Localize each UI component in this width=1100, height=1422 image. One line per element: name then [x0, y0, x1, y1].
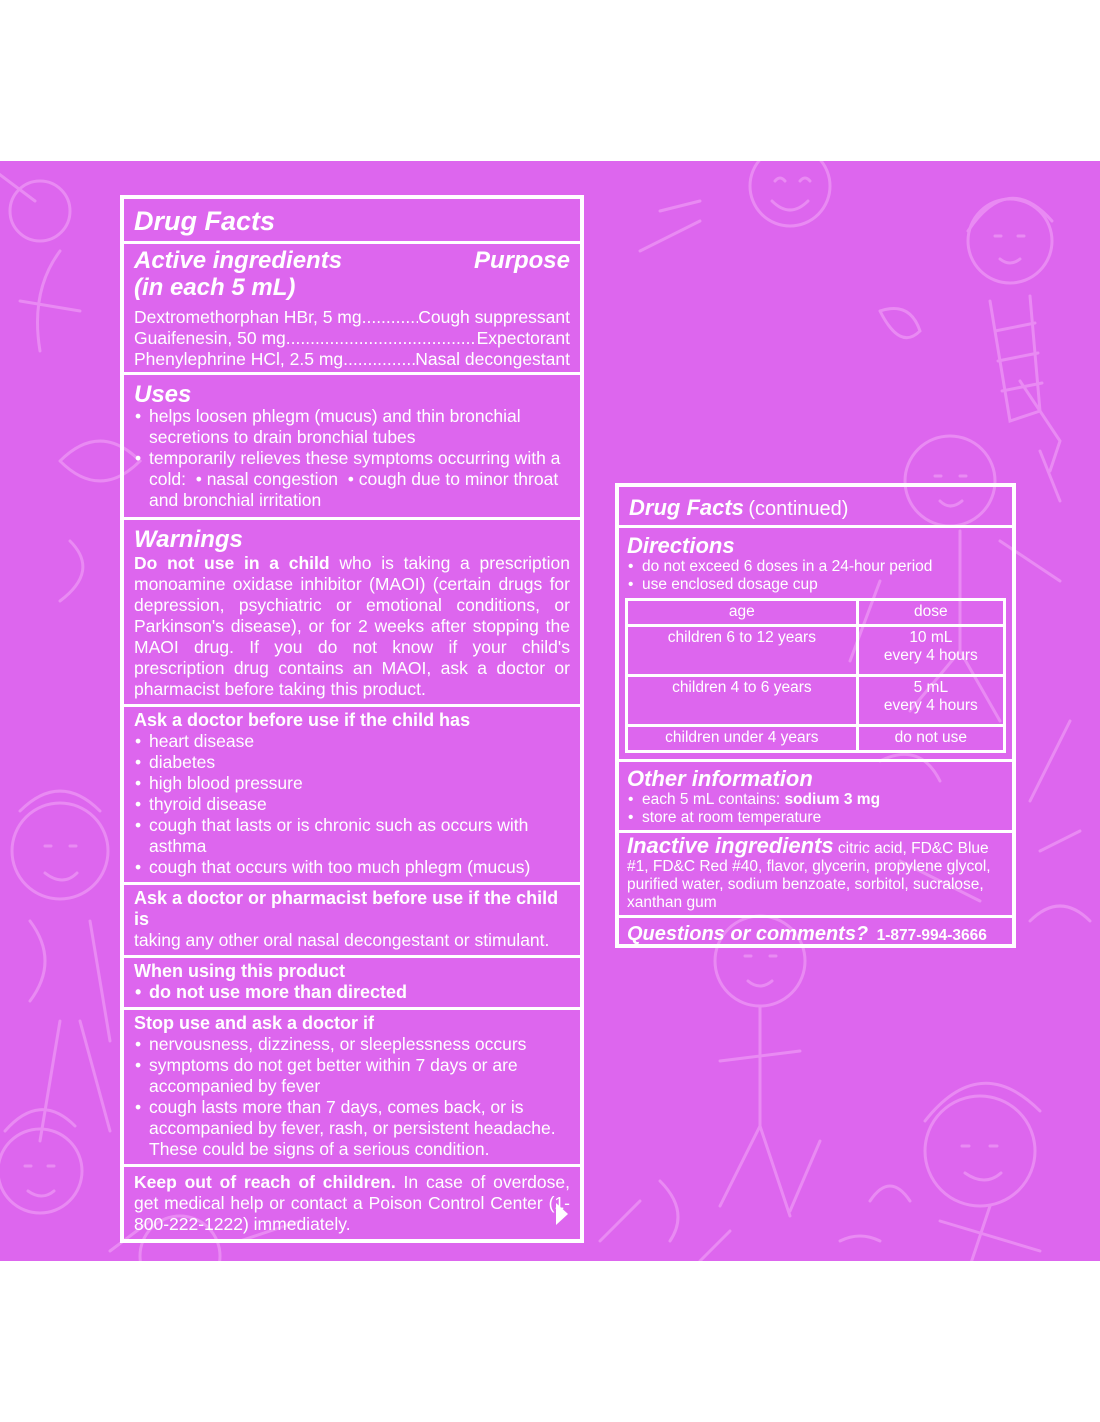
list-item: • helps loosen phlegm (mucus) and thin bronchial secretions to drain bronchial tubes	[134, 406, 570, 448]
ingredient-row: Phenylephrine HCl, 2.5 mg ..... Nasal decongestant	[134, 349, 570, 370]
table-row: children 4 to 6 years 5 mL every 4 hours	[627, 676, 1005, 726]
table-row: children 6 to 12 years 10 mL every 4 hours	[627, 626, 1005, 676]
active-ingredients-section	[124, 244, 580, 375]
keep-out-section	[124, 1167, 580, 1242]
list-item: • use enclosed dosage cup	[627, 576, 1004, 594]
directions-heading: Directions	[627, 533, 735, 558]
inactive-ingredients-text: Inactive ingredients citric acid, FD&C Blue #1, FD&C Red #40, flavor, glycerin, propylene glycol, purified water, sodium benzoate, sorbitol, sucralose, xanthan gum	[627, 833, 991, 911]
continue-arrow-icon	[556, 1203, 568, 1225]
ask-pharmacist-heading: Ask a doctor or pharmacist before use if the child is	[134, 888, 559, 929]
warnings-section	[124, 520, 580, 707]
list-item: • cough that lasts or is chronic such as occurs with asthma	[134, 815, 570, 857]
stop-use-heading: Stop use and ask a doctor if	[134, 1013, 375, 1033]
active-ingredients-heading: Active ingredients (in each 5 mL)	[134, 247, 343, 301]
ingredient-row: Dextromethorphan HBr, 5 mg ..... Cough suppressant	[134, 307, 570, 328]
table-row: children under 4 years do not use	[627, 726, 1005, 752]
drug-facts-continued-panel	[615, 483, 1016, 948]
ingredient-row: Guaifenesin, 50 mg ..... Expectorant	[134, 328, 570, 349]
keep-out-paragraph: Keep out of reach of children. In case of overdose, get medical help or contact a Poison Control Center (1-800-222-1222) immediately.	[134, 1172, 570, 1234]
list-item: • diabetes	[134, 752, 570, 773]
continued-header	[619, 487, 1012, 528]
warnings-heading: Warnings	[134, 526, 243, 553]
list-item: • symptoms do not get better within 7 days or are accompanied by fever	[134, 1055, 570, 1097]
questions-phone: 1-877-994-3666	[876, 927, 987, 944]
ask-doctor-heading: Ask a doctor before use if the child has	[134, 710, 471, 730]
list-item: • nervousness, dizziness, or sleeplessness occurs	[134, 1034, 570, 1055]
age-header: age	[627, 600, 858, 626]
continued-title: Drug Facts	[629, 495, 744, 520]
list-item: • each 5 mL contains: sodium 3 mg	[627, 791, 1004, 809]
when-using-heading: When using this product	[134, 961, 345, 981]
list-item: • high blood pressure	[134, 773, 570, 794]
list-item: • cough lasts more than 7 days, comes back, or is accompanied by fever, rash, or persistent headache. These could be signs of a serious condition.	[134, 1097, 570, 1160]
list-item: • do not exceed 6 doses in a 24-hour period	[627, 558, 1004, 576]
list-item: • do not use more than directed	[134, 982, 570, 1003]
table-header-row	[627, 600, 1005, 626]
ask-pharmacist-section	[124, 885, 580, 958]
dose-header: dose	[857, 600, 1004, 626]
other-information-section	[619, 762, 1012, 833]
drug-facts-header	[124, 199, 580, 244]
directions-section	[619, 528, 1012, 762]
list-item: • store at room temperature	[627, 809, 1004, 827]
do-not-use-paragraph: Do not use in a child who is taking a prescription monoamine oxidase inhibitor (MAOI) (certain drugs for depression, psychiatric or emotional conditions, or Parkinson's disease), or for 2 weeks after stopping the MAOI drug. If you do not know if your child's prescription drug contains an MAOI, ask a doctor or pharmacist before taking this product.	[134, 553, 570, 699]
questions-section	[619, 918, 1012, 950]
questions-heading: Questions or comments?	[627, 923, 869, 945]
drug-facts-panel	[120, 195, 584, 1243]
list-item: • heart disease	[134, 731, 570, 752]
inactive-ingredients-section	[619, 833, 1012, 918]
stop-use-section	[124, 1010, 580, 1167]
drug-facts-title: Drug Facts	[134, 206, 276, 236]
list-item: • temporarily relieves these symptoms occurring with a cold: • nasal congestion • cough due to minor throat and bronchial irritation	[134, 448, 570, 511]
list-item: • cough that occurs with too much phlegm (mucus)	[134, 857, 570, 878]
purpose-heading: Purpose	[473, 247, 570, 274]
when-using-section	[124, 958, 580, 1010]
dosage-table	[625, 598, 1006, 753]
list-item: • thyroid disease	[134, 794, 570, 815]
uses-section	[124, 375, 580, 520]
other-information-heading: Other information	[627, 766, 813, 791]
uses-heading: Uses	[134, 381, 192, 408]
ask-doctor-section	[124, 707, 580, 885]
continued-suffix: (continued)	[748, 498, 849, 520]
ingredient-list	[134, 307, 570, 370]
ask-pharmacist-text: taking any other oral nasal decongestant or stimulant.	[134, 930, 550, 950]
